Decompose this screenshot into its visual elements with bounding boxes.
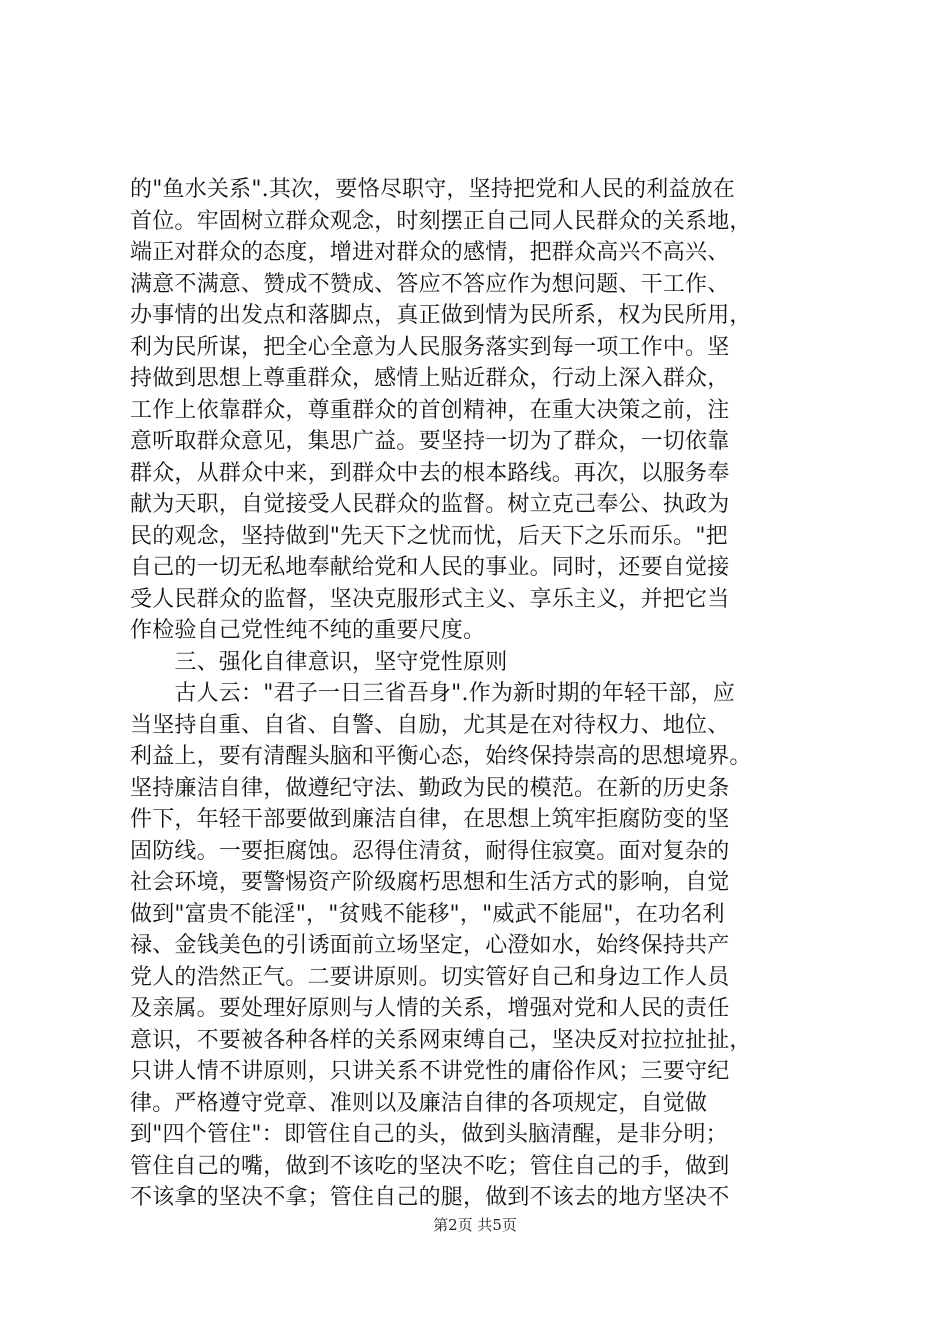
text-line: 党人的浩然正气。二要讲原则。切实管好自己和身边工作人员 bbox=[130, 964, 730, 990]
text-line: 到"四个管住"：即管住自己的头，做到头脑清醒，是非分明； bbox=[130, 1122, 728, 1147]
text-line: 坚持廉洁自律，做遵纪守法、勤政为民的模范。在新的历史条 bbox=[130, 775, 730, 801]
text-line: 禄、金钱美色的引诱面前立场坚定，心澄如水，始终保持共产 bbox=[130, 933, 730, 958]
text-line: 社会环境，要警惕资产阶级腐朽思想和生活方式的影响，自觉 bbox=[130, 870, 730, 895]
text-line: 献为天职，自觉接受人民群众的监督。树立克己奉公、执政为 bbox=[130, 492, 730, 517]
text-line: 意听取群众意见，集思广益。要坚持一切为了群众，一切依靠 bbox=[130, 429, 730, 454]
text-line: 做到"富贵不能淫"，"贫贱不能移"，"威武不能屈"，在功名利 bbox=[130, 901, 725, 927]
text-line: 律。严格遵守党章、准则以及廉洁自律的各项规定，自觉做 bbox=[130, 1090, 708, 1116]
text-line: 件下，年轻干部要做到廉洁自律，在思想上筑牢拒腐防变的坚 bbox=[130, 807, 730, 832]
text-line: 工作上依靠群众，尊重群众的首创精神，在重大决策之前，注 bbox=[130, 397, 730, 423]
text-line: 只讲人情不讲原则，只讲关系不讲党性的庸俗作风；三要守纪 bbox=[130, 1059, 730, 1084]
text-line: 首位。牢固树立群众观念，时刻摆正自己同人民群众的关系地， bbox=[130, 208, 752, 234]
text-line: 持做到思想上尊重群众，感情上贴近群众，行动上深入群众， bbox=[130, 366, 730, 391]
text-line: 受人民群众的监督，坚决克服形式主义、享乐主义，并把它当 bbox=[130, 586, 730, 612]
text-line: 自己的一切无私地奉献给党和人民的事业。同时，还要自觉接 bbox=[130, 555, 730, 580]
text-line: 管住自己的嘴，做到不该吃的坚决不吃；管住自己的手，做到 bbox=[130, 1153, 730, 1179]
text-line: 及亲属。要处理好原则与人情的关系，增强对党和人民的责任 bbox=[130, 996, 730, 1021]
body-text bbox=[130, 174, 830, 1214]
text-line: 利为民所谋，把全心全意为人民服务落实到每一项工作中。坚 bbox=[130, 334, 730, 360]
section-heading: 三、强化自律意识，坚守党性原则 bbox=[130, 649, 508, 675]
text-line: 意识，不要被各种各样的关系网束缚自己，坚决反对拉拉扯扯， bbox=[130, 1027, 752, 1053]
text-line: 当坚持自重、自省、自警、自励，尤其是在对待权力、地位、 bbox=[130, 712, 730, 738]
text-line: 利益上，要有清醒头脑和平衡心态，始终保持崇高的思想境界。 bbox=[130, 744, 752, 769]
text-line: 群众，从群众中来，到群众中去的根本路线。再次，以服务奉 bbox=[130, 460, 730, 486]
text-line: 端正对群众的态度，增进对群众的感情，把群众高兴不高兴、 bbox=[130, 240, 730, 265]
text-line: 固防线。一要拒腐蚀。忍得住清贫，耐得住寂寞。面对复杂的 bbox=[130, 838, 730, 864]
text-line: 民的观念，坚持做到"先天下之忧而忧，后天下之乐而乐。"把 bbox=[130, 523, 728, 549]
text-line: 的"鱼水关系".其次，要恪尽职守，坚持把党和人民的利益放在 bbox=[130, 177, 736, 202]
text-line: 不该拿的坚决不拿；管住自己的腿，做到不该去的地方坚决不 bbox=[130, 1185, 730, 1210]
text-line: 作检验自己党性纯不纯的重要尺度。 bbox=[130, 618, 486, 643]
page-footer: 第2页 共5页 bbox=[433, 1216, 517, 1234]
text-line: 办事情的出发点和落脚点，真正做到情为民所系，权为民所用， bbox=[130, 303, 752, 328]
text-line: 满意不满意、赞成不赞成、答应不答应作为想问题、干工作、 bbox=[130, 271, 730, 297]
text-line: 古人云："君子一日三省吾身".作为新时期的年轻干部，应 bbox=[130, 681, 736, 706]
